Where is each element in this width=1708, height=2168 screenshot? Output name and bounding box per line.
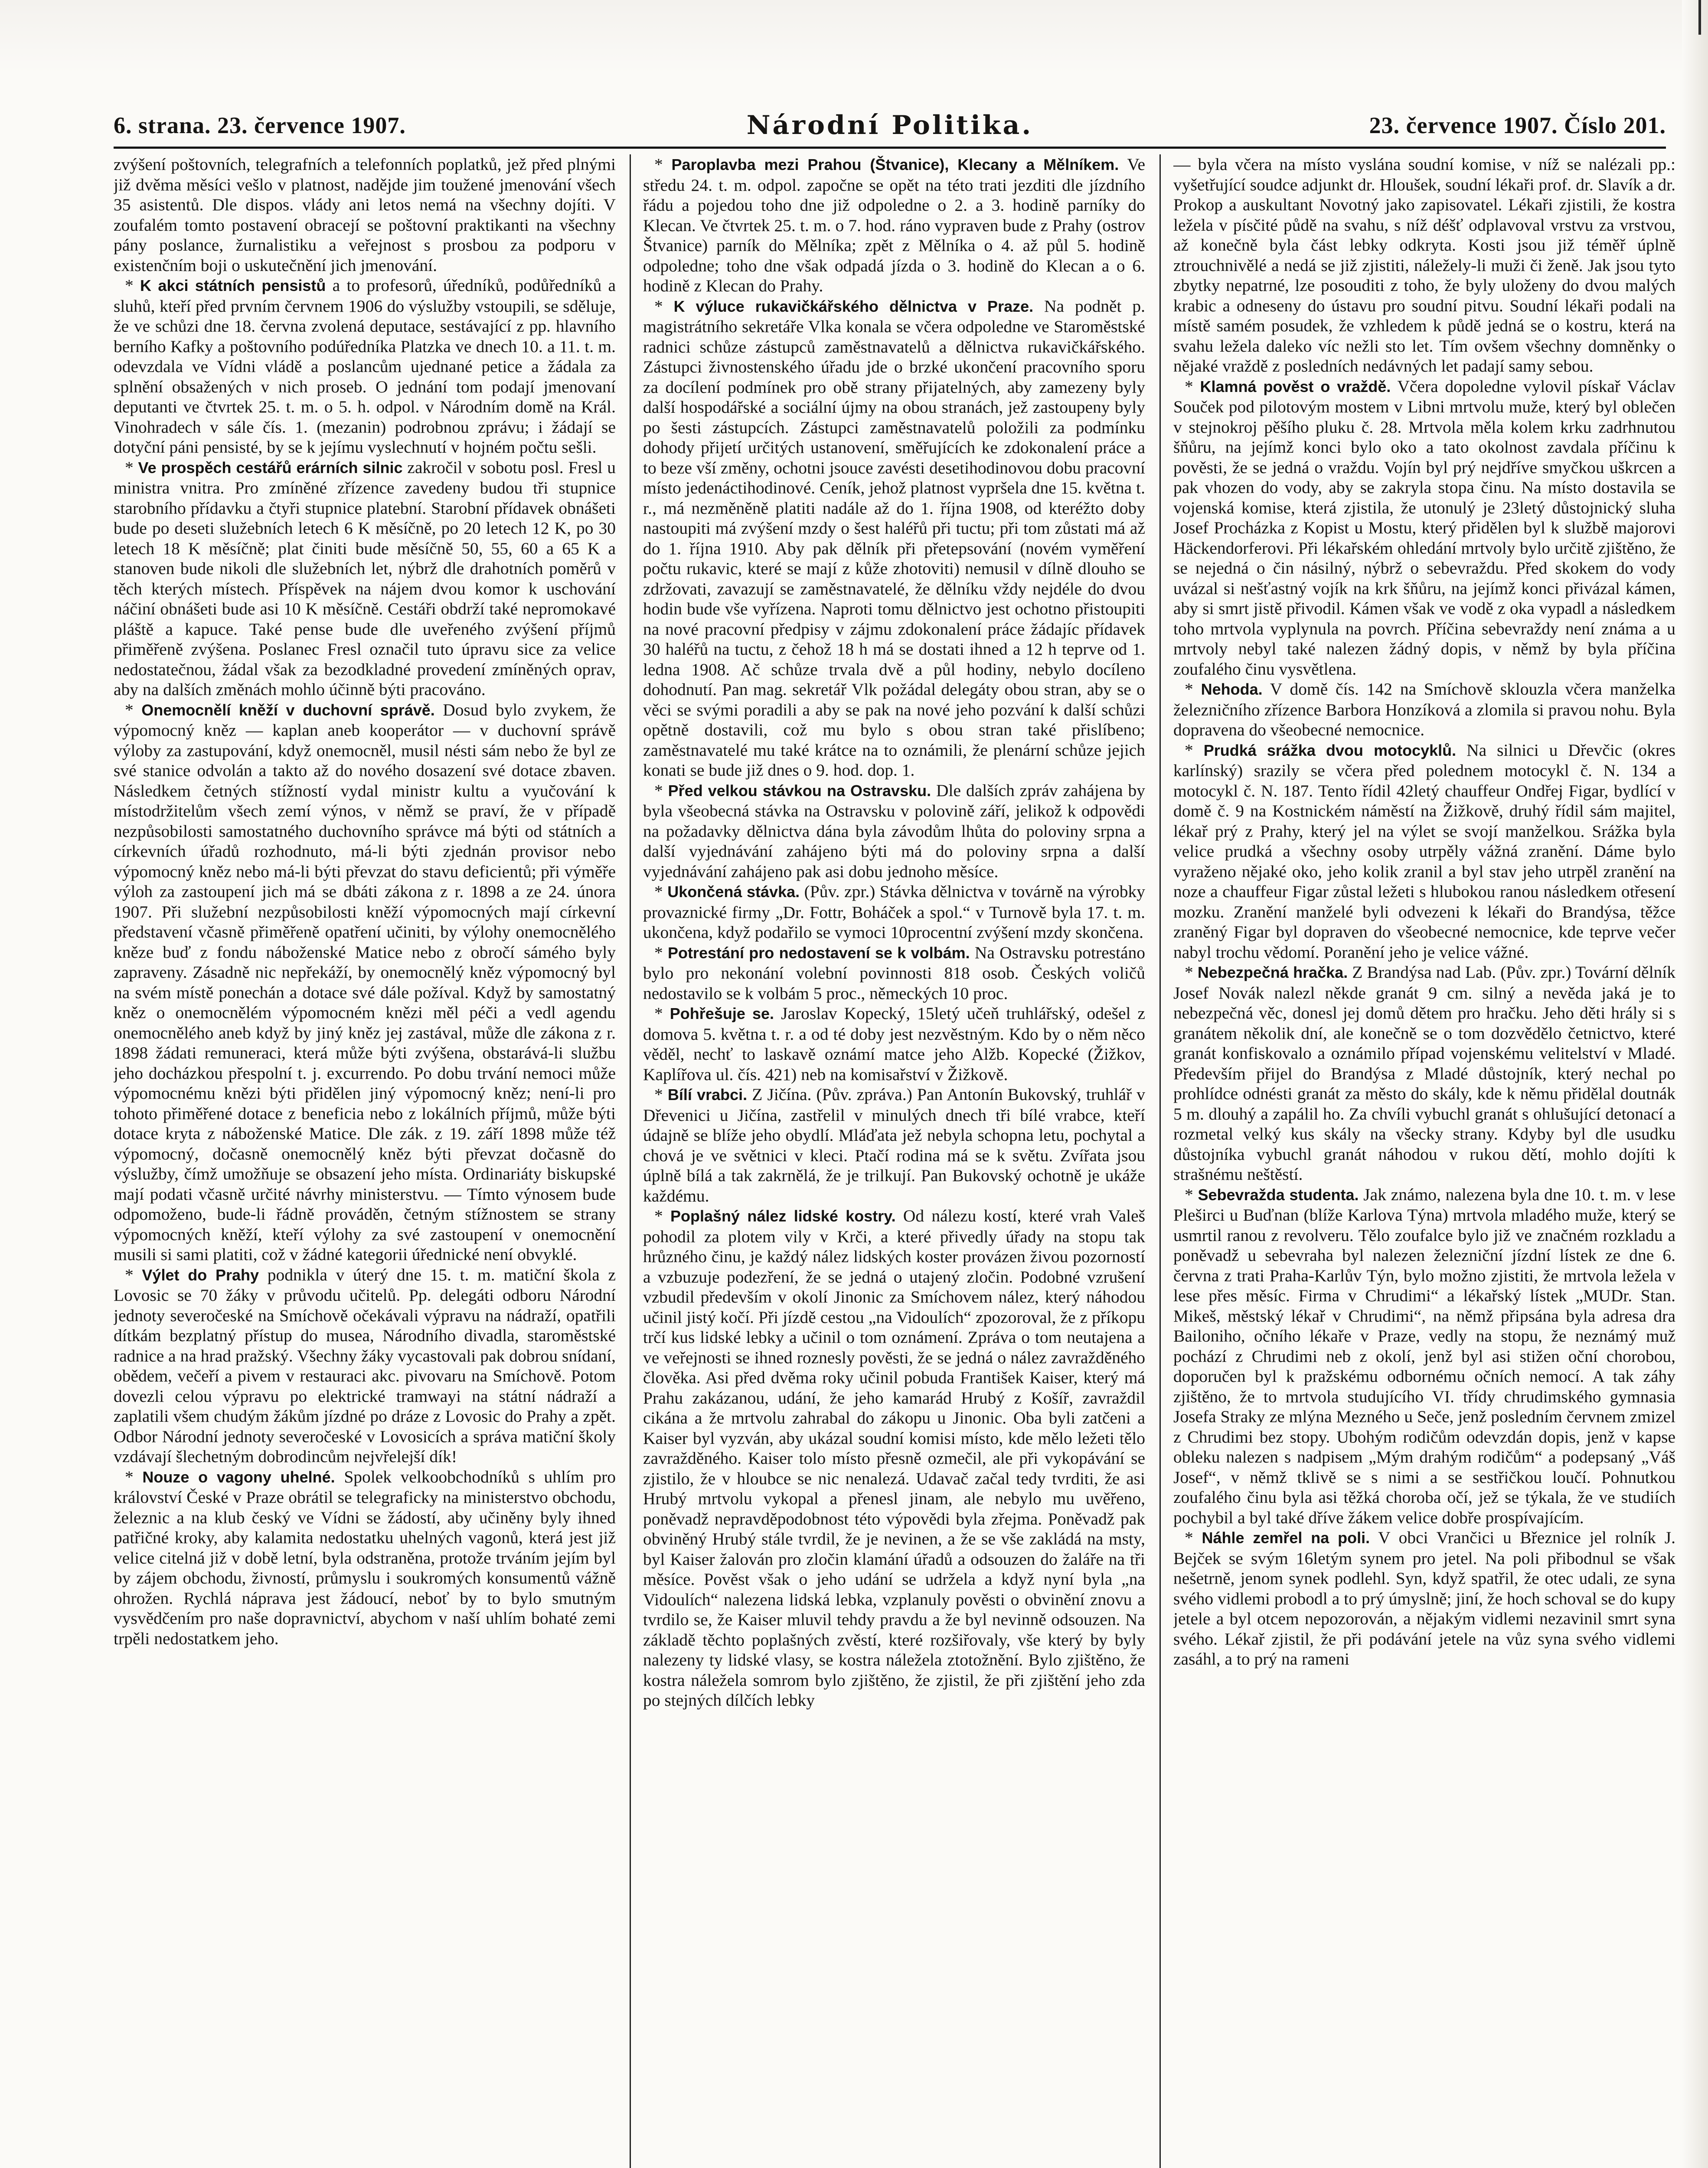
article-paragraph: * Paroplavba mezi Prahou (Štvanice), Klecany a Mělníkem. Ve středu 24. t. m. odpol. započne se opět na této trati jezditi dle jízdního řádu a pojedou toho dne již odpoledne o 2. a 3. hodině parníky do Klecan. Ve čtvrtek 25. t. m. o 7. hod. ráno vypraven bude z Prahy (ostrov Štvanice) parník do Mělníka; zpět z Mělníka o 4. až půl 5. hodině odpoledne; toho dne však odpadá jízda o 3. hodině do Klecan a o 6. hodině z Klecan do Prahy. — [643, 155, 1145, 295]
article-text: (Pův. zpr.) Stávka dělnictva v továrně na výrobky provaznické firmy „Dr. Fottr, Boháček a spol.“ v Turnově byla 17. t. m. ukončena, když podařilo se vymoci 10procentní zvýšení mzdy skončena. — [643, 882, 1145, 942]
article-paragraph: * Prudká srážka dvou motocyklů. Na silnici u Dřevčic (okres karlínský) srazily se včera před polednem motocykl č. N. 134 a motocykl č. N. 187. Tento řídil 42letý chauffeur Ondřej Figar, bydlící v domě č. 9 na Kostnickém náměstí na Žižkově, druhý řídil sám majitel, lékař prý z Prahy, který jel na výlet se svojí manželkou. Srážka byla velice prudká a všechny osoby utrpěly vážná zranění. Dáme bylo vyraženo nějaké oko, jeho kolik zranil a byl stav jeho utrpěl zranění na noze a chauffeur Figar zůstal ležeti s hlubokou ranou následkem otřesení mozku. Zranění manželé byli odvezeni k lékaři do Brandýsa, těžce zraněný Figar byl dopraven do všeobecné nemocnice, kde teprve večer nabyl trochu vědomí. Poranění jeho je velice vážné. — [1173, 740, 1675, 962]
article-paragraph: * Náhle zemřel na poli. V obci Vrančici u Březnice jel rolník J. Bejček se svým 16letým synem pro jetel. Na poli přibodnul se však nešetrně, jenom synek podlehl. Syn, když spatřil, že otec udali, ze syna svého vidlemi probodl a to prý úmyslně; jiní, že hoch schoval se do kupy jetele a byl otcem nepozorován, a nějakým vidlemi nezavinil smrt syna svého. Lékař zjistil, že při podávání jetele na vůz syna svého vidlemi zasáhl, a to prý na rameni — [1173, 1528, 1675, 1668]
article-paragraph: * K výluce rukavičkářského dělnictva v Praze. Na podnět p. magistrátního sekretáře Vlka konala se včera odpoledne ve Staroměstské radnici schůze zástupců zaměstnavatelů a dělnictva rukavičkářského. Zástupci živnostenského úřadu jde o brzké ukončení pracovního sporu za docílení podmínek pro obě strany přijatelných, aby zamezeny byly další hospodářské a sociální újmy na obou stranách, jež zastoupeny byly po šesti zástupcích. Zástupci zaměstnavatelů položili za podmínku dohody přijetí určitých ustanovení, směřujících ke zdokonalení práce a to beze vší změny, ochotni jsouce zavésti desetihodinovou dobu pracovní místo jedenáctihodinové. Ceník, jehož platnost vypršela dne 15. května t. r., má nezměněně platiti nadále až do 1. října 1908, od kteréžto doby nastoupiti má zvýšení mzdy o šest haléřů při tuctu; při tom zůstati má až do 1. října 1910. Aby pak dělník při přetepsování (novém vyměření počtu rukavic, které se mají z kůže zhotoviti) nemusil v dílně dlouho se zdržovati, zavazují se zaměstnavatelé, že dělníku vždy nejdéle do dvou hodin bude vše vyřízena. Naproti tomu dělnictvo jest ochotno přistoupiti na nové pracovní předpisy v zájmu zdokonalení práce žádajíc přídavek 30 haléřů na tuctu, z čehož 18 h má se dostati ihned a 12 h teprve od 1. ledna 1908. Ač schůze trvala dvě a půl hodiny, nebylo docíleno dohodnutí. Pan mag. sekretář Vlk požádal delegáty obou stran, aby se o věci se svými poradili a aby se pak na nové jeho pozvání k další schůzi opětně dostavili, což mu bylo s obou stran také přislíbeno; zaměstnavatelé mu také krátce na to oznámili, že plenární schůze jejich konati se bude již dnes o 9. hod. dop. 1. — [643, 296, 1145, 780]
article-text: podnikla v úterý dne 15. t. m. matiční škola z Lovosic se 70 žáky v průvodu učitelů. Pp. delegáti odboru Národní jednoty severočeské na Smíchově očekávali výpravu na nádraží, opatřili dítkám bezplatný přístup do musea, Národního divadla, staroměstské radnice a na hrad pražský. Všechny žáky vycastovali pak dobrou snídaní, obědem, večeří a pivem v restauraci akc. pivovaru na Smíchově. Potom dovezli celou výpravu po elektrické tramwayi na státní nádraží a zaplatili všem chudým žákům jízdné po dráze z Lovosic do Prahy a zpět. Odbor Národní jednoty severočeské v Lovosicích a správa matiční školy vzdávají šlechetným dobrodincům nejvřelejší dík! — [114, 1265, 616, 1466]
scan-edge-right — [1682, 0, 1708, 2168]
article-text: Na silnici u Dřevčic (okres karlínský) srazily se včera před polednem motocykl č. N. 134 a motocykl č. N. 187. Tento řídil 42letý chauffeur Ondřej Figar, bydlící v domě č. 9 na Kostnickém náměstí na Žižkově, druhý řídil sám majitel, lékař prý z Prahy, který jel na výlet se svojí manželkou. Srážka byla velice prudká a všechny osoby utrpěly vážná zranění. Dáme bylo vyraženo nějaké oko, jeho kolik zranil a byl stav jeho utrpěl zranění na noze a chauffeur Figar zůstal ležeti s hlubokou ranou následkem otřesení mozku. Zranění manželé byli odvezeni k lékaři do Brandýsa, těžce zraněný Figar byl dopraven do všeobecné nemocnice, kde teprve večer nabyl trochu vědomí. Poranění jeho je velice vážné. — [1173, 740, 1675, 962]
article-paragraph: * Ukončená stávka. (Pův. zpr.) Stávka dělnictva v továrně na výrobky provaznické firmy „Dr. Fottr, Boháček a spol.“ v Turnově byla 17. t. m. ukončena, když podařilo se vymoci 10procentní zvýšení mzdy skončena. — [643, 882, 1145, 942]
article-heading: Před velkou stávkou na Ostravsku. — [668, 781, 931, 800]
article-text: Spolek velkoobchodníků s uhlím pro království České v Praze obrátil se telegraficky na ministerstvo obchodu, železnic a na klub český ve Vídni se žádostí, aby učiněny byly ihned patřičné kroky, aby kalamita nedostatku uhelných vagonů, která jest již velice citelná již v době letní, byla odstraněna, protože trváním jejím byl by zájem obchodu, živností, průmyslu i soukromých konsumentů vážně ohrožen. Rychlá náprava jest žádoucí, neboť by to bylo smutným vysvědčením pro naše dopravnictví, abychom v naší uhlím bohaté zemi trpěli nedostatkem jeho. — [114, 1467, 616, 1648]
article-text: Od nálezu kostí, které vrah Valeš pohodil za plotem vily v Krči, a které přivedly úřady na stopu tak hrůzného činu, je každý nález lidských koster provázen živou pozorností a vzbuzuje podezření, že se jedná o utajený zločin. Podobné vzrušení vzbudil především v okolí Jinonic za Smíchovem nález, který náhodou učinil jistý kočí. Při jízdě cestou „na Vidoulích“ zpozoroval, že z příkopu trčí kus lidské lebky a učinil o tom oznámení. Zpráva o tom neutajena a ve veřejnosti se ihned roznesly pověsti, že se jedná o nález zavražděného člověka. Asi před dvěma roky učinil pobuda František Kaiser, který má Prahu zakázanou, udání, že jeho kamarád Hrubý z Košíř, zavraždil cikána a že mrtvolu zahrabal do zákopu u Jinonic. Oba byli zatčeni a Kaiser byl vyzván, aby ukázal soudní komisi místo, kde mělo ležeti tělo zavražděného. Kaiser tolo místo přesně ozmečil, ale při vykopávání se zjistilo, že v hloubce se nic nenalezá. Udavač začal tedy tvrditi, že asi Hrubý mrtvolu vykopal a přenesl jinam, ale nebylo mu uvěřeno, poněvadž nepravděpodobnost této výpovědi byla zřejma. Poněvadž pak obviněný Hrubý stále tvrdil, že je nevinen, a že se vše zakládá na msty, byl Kaiser žalován pro zločin klamání úřadů a odsouzen do žaláře na tři měsíce. Pověst však o jeho udání se udržela a když nyní byla „na Vidoulích“ nalezena lidská lebka, vzplanuly pověsti o obvinění znovu a tvrdilo se, že Kaiser mluvil tehdy pravdu a že byl nevinně odsouzen. Na základě těchto poplašných zvěstí, které rozšiřovaly, vše který by byly nalezeny ty lidské vlasy, se kostra náležela ztotožnění. Bylo zjištěno, že kostra náležela somrom bylo zjištěno, že zjistil, že při zjištění jeho zda po stejných dílčích lebky — [643, 1206, 1145, 1710]
article-heading: Nehoda. — [1201, 680, 1263, 698]
header-page-date: 6. strana. 23. července 1907. — [114, 112, 406, 138]
article-text: zakročil v sobotu posl. Fresl u ministra vnitra. Pro zmíněné zřízence zavedeny budou tři stupnice starobního přídavku a čtyři stupnice platební. Starobní přídavek obnášeti bude po deseti služebních letech 6 K měsíčně, po 20 letech 12 K, po 30 letech 18 K měsíčně; plat činiti bude měsíčně 50, 55, 60 a 65 K a stanoven bude nikoli dle služebních let, nýbrž dle drahotních poměrů v těch kterých místech. Příspěvek na nájem dvou komor k uschování náčiní obnášeti bude asi 10 K měsíčně. Cestáři obdrží také nepromokavé pláště a kapuce. Také pense bude dle uveřeného zvýšení příjmů přiměřeně zvýšena. Poslanec Fresl označil tuto úpravu sice za velice nedostatečnou, žádal však za bezodkladné provedení zmíněných oprav, aby na dalších změnách mohlo účinně býti pracováno. — [114, 457, 616, 699]
text-column-1 — [114, 154, 616, 2168]
article-paragraph: * Před velkou stávkou na Ostravsku. Dle dalších zpráv zahájena by byla všeobecná stávka na Ostravsku v polovině září, jelikož k odpovědi na požadavky dělnictva dána byla závodům lhůta do poloviny srpna a další vyjednávání zahájeno býti má do poloviny srpna a další vyjednávání zahájeno pak asi dobu jednoho měsíce. — [643, 780, 1145, 881]
article-heading: Paroplavba mezi Prahou (Štvanice), Klecany a Mělníkem. — [671, 156, 1119, 173]
article-text: Ve středu 24. t. m. odpol. započne se opět na této trati jezditi dle jízdního řádu a pojedou toho dne již odpoledne o 2. a 3. hodině parníky do Klecan. Ve čtvrtek 25. t. m. o 7. hod. ráno vypraven bude z Prahy (ostrov Štvanice) parník do Mělníka; zpět z Mělníka o 4. až půl 5. hodině odpoledne; toho dne však odpadá jízda o 3. hodině do Klecan a o 6. hodině z Klecan do Prahy. — [643, 155, 1145, 295]
article-paragraph: * K akci státních pensistů a to profesorů, úředníků, podůředníků a sluhů, kteří před prvním červnem 1906 do výslužby vstoupili, se sděluje, že ve schůzi dne 18. června zvolená deputace, sestávající z pp. hlavního berního Kafky a poštovního podúředníka Platzka ve dnech 10. a 11. t. m. odevzdala ve Vídni vládě a poslancům ujednané petice a žádala za splnění obsažených v nich proseb. O jednání tom podají jmenovaní deputanti ve čtvrtek 25. t. m. o 5. h. odpol. v Národním domě na Král. Vinohradech v sále čís. 1. (mezanin) podrobnou zprávu; i žádají se dotyční páni pensisté, by se k jejímu vyslechnutí v hojném počtu sešli. — [114, 276, 616, 457]
text-column-2 — [643, 154, 1145, 2168]
article-paragraph: * Nebezpečná hračka. Z Brandýsa nad Lab. (Pův. zpr.) Tovární dělník Josef Novák nalezl někde granát 9 cm. silný a nevěda jaká je to nebezpečná věc, donesl jej domů dětem pro hračku. Jeho děti hrály si s granátem několik dní, ale konečně se o tom dozvědělo četnictvo, které granát konfiskovalo a oznámilo případ vojenskému velitelství v Mladé. Především přijel do Brandýsa z Mladé důstojník, který nechal po prohlídce odnésti granát za město do skály, kde k němu přidělal doutnák 5 m. dlouhý a zapálil ho. Za chvíli vybuchl granát s ohlušující detonací a rozmetal velký kus skály na všecky strany. Kdyby byl dle usudku důstojníka vybuchl granát náhodou v rukou dětí, mohlo dojíti k strašnému neštěstí. — [1173, 963, 1675, 1184]
article-paragraph: * Klamná pověst o vraždě. Včera dopoledne vylovil pískař Václav Souček pod pilotovým mostem v Libni mrtvolu muže, který byl oblečen v stejnokroj pěšího pluku č. 28. Mrtvola měla kolem krku zadrhnutou šňůru, na jejímž konci bylo oko a tato okolnost zavdala příčinu k pověsti, že se jedná o vraždu. Vojín byl prý nejdříve smyčkou uškrcen a pak vhozen do vody, aby se zakryla stopa činu. Na místo dostavila se vojenská komise, která zjistila, že utonulý je 23letý důstojnický sluha Josef Procházka z Kopist u Mostu, který přidělen byl k službě majorovi Häckendorferovi. Při lékařském ohledání mrtvoly bylo určitě zjištěno, že se nejedná o čin násilný, nýbrž o sebevraždu. Před skokem do vody uvázal si nešťastný vojík na krk šňůru, na jejímž konci přivázal kámen, aby si smrt jistě přivodil. Kámen však ve vodě z oka vypadl a následkem toho mrtvola vyplynula na povrch. Příčina sebevraždy není známa a u mrtvoly nebyl také nalezen žádný dopis, v němž by byla příčina zoufalého činu vysvětlena. — [1173, 376, 1675, 679]
article-text: Z Brandýsa nad Lab. (Pův. zpr.) Tovární dělník Josef Novák nalezl někde granát 9 cm. silný a nevěda jaká je to nebezpečná věc, donesl jej domů dětem pro hračku. Jeho děti hrály si s granátem několik dní, ale konečně se o tom dozvědělo četnictvo, které granát konfiskovalo a oznámilo případ vojenskému velitelství v Mladé. Především přijel do Brandýsa z Mladé důstojník, který nechal po prohlídce odnésti granát za město do skály, kde k němu přidělal doutnák 5 m. dlouhý a zapálil ho. Za chvíli vybuchl granát s ohlušující detonací a rozmetal velký kus skály na všecky strany. Kdyby byl dle usudku důstojníka vybuchl granát náhodou v rukou dětí, mohlo dojíti k strašnému neštěstí. — [1173, 963, 1675, 1184]
article-text: Včera dopoledne vylovil pískař Václav Souček pod pilotovým mostem v Libni mrtvolu muže, který byl oblečen v stejnokroj pěšího pluku č. 28. Mrtvola měla kolem krku zadrhnutou šňůru, na jejímž konci bylo oko a tato okolnost zavdala příčinu k pověsti, že se jedná o vraždu. Vojín byl prý nejdříve smyčkou uškrcen a pak vhozen do vody, aby se zakryla stopa činu. Na místo dostavila se vojenská komise, která zjistila, že utonulý je 23letý důstojnický sluha Josef Procházka z Kopist u Mostu, který přidělen byl k službě majorovi Häckendorferovi. Při lékařském ohledání mrtvoly bylo určitě zjištěno, že se nejedná o čin násilný, nýbrž o sebevraždu. Před skokem do vody uvázal si nešťastný vojík na krk šňůru, na jejímž konci přivázal kámen, aby si smrt jistě přivodil. Kámen však ve vodě z oka vypadl a následkem toho mrtvola vyplynula na povrch. Příčina sebevraždy není známa a u mrtvoly nebyl také nalezen žádný dopis, v němž by byla příčina zoufalého činu vysvětlena. — [1173, 376, 1675, 679]
article-heading: Poplašný nález lidské kostry. — [670, 1207, 896, 1225]
article-heading: Pohřešuje se. — [669, 1005, 774, 1022]
header-rule — [114, 147, 1666, 149]
article-paragraph: * Pohřešuje se. Jaroslav Kopecký, 15letý učeň truhlářský, odešel z domova 5. května t. r. a od té doby jest nezvěstným. Kdo by o něm něco věděl, nechť to laskavě oznámí matce jeho Alžb. Kopecké (Žižkov, Kaplířova ul. čís. 421) neb na komisařství v Žižkově. — [643, 1004, 1145, 1084]
article-heading: Prudká srážka dvou motocyklů. — [1203, 741, 1457, 759]
article-paragraph: * Onemocnělí kněží v duchovní správě. Dosud bylo zvykem, že výpomocný kněz — kaplan aneb kooperátor — v duchovní správě výloby za zastupování, když onemocněl, musil nésti sám nebo že byl ze své stanice odvolán a takto až do nového dosazení své dotace zbaven. Následkem četných stížností vydal ministr kultu a vyučování k místodržitelům všech zemí výnos, v němž se praví, že v případě nezpůsobilosti samostatného duchovního správce má býti od státních a církevních úřadů rozhodnuto, má-li býti zjednán provisor nebo výpomocný kněz nebo má-li býti převzat do stavu deficientů; při výměře výloh za zastoupení jich má se dbáti zákona z r. 1898 a ze 24. února 1907. Při služební nezpůsobilosti kněží výpomocných mají církevní představení včasně přiměřeně opatření učiniti, by výlohy onemocnělého kněze buď z fondu náboženské Matice nebo z obročí sámého byly zapraveny. Zásadně nic nepřekáží, by onemocnělý kněz výpomocný byl na svém místě ponechán a dotace své dále požíval. Když by samostatný kněz o onemocnělém výpomocném knězi měl péči a vedl agendu onemocnělého aneb když by jiný kněz jej zastával, může dle zákona z r. 1898 žádati remuneraci, která může býti zvýšena, obstarává-li službu jeho docházkou přespolní t. j. excurrendo. Po dobu trvání nemoci může výpomocnému knězi býti přidělen jiný výpomocný kněz; není-li pro tohoto přiměřené dotace z beneficia nebo z lokálních příjmů, může býti dotace kryta z náboženské Matice. Dle zák. z 19. září 1898 může též výpomocný, dočasně onemocnělý kněz býti převzat dočasně do výslužby, čímž umožňuje se obsazení jeho místa. Ordinariáty biskupské mají podati včasně určité návrhy ministerstvu. — Tímto výnosem bude odpomoženo, bude-li řádně prováděn, četným stížnostem se strany výpomocných kněží, kteří výlohy za své zastoupení v onemocnění musili si sami platiti, což v žádné kategorii úřednické není obvyklé. — [114, 700, 616, 1264]
article-heading: Sebevražda studenta. — [1198, 1185, 1359, 1204]
text-column-3 — [1173, 154, 1675, 2168]
article-heading: K akci státních pensistů — [140, 277, 326, 294]
article-paragraph: * Nehoda. V domě čís. 142 na Smíchově sklouzla včera manželka železničního zřízence Barbora Honzíková a zlomila si pravou nohu. Byla dopravena do všeobecné nemocnice. — [1173, 679, 1675, 739]
article-heading: Náhle zemřel na poli. — [1202, 1529, 1370, 1547]
article-text: zvýšení poštovních, telegrafních a telefonních poplatků, jež před plnými již dvěma měsíci vešlo v platnost, nadějde jim toužené jmenování všech 35 asistentů. Dle dispos. vlády ani letos nemá na všechny dojíti. V zoufalém tomto postavení obracejí se poštovní praktikanti na všechny pány poslance, žurnalistiku a veřejnost s prosbou za podporu v existenčním boji o uskutečnění jich jmenování. — [114, 155, 616, 275]
article-heading: Nouze o vagony uhelné. — [142, 1468, 335, 1486]
page-header — [114, 106, 1666, 145]
article-text: V domě čís. 142 na Smíchově sklouzla včera manželka železničního zřízence Barbora Honzíková a zlomila si pravou nohu. Byla dopravena do všeobecné nemocnice. — [1173, 679, 1675, 739]
scan-edge-top — [0, 0, 1708, 74]
article-text: Dosud bylo zvykem, že výpomocný kněz — kaplan aneb kooperátor — v duchovní správě výloby za zastupování, když onemocněl, musil nésti sám nebo že byl ze své stanice odvolán a takto až do nového dosazení své dotace zbaven. Následkem četných stížností vydal ministr kultu a vyučování k místodržitelům všech zemí výnos, v němž se praví, že v případě nezpůsobilosti samostatného duchovního správce má býti od státních a církevních úřadů rozhodnuto, má-li býti zjednán provisor nebo výpomocný kněz nebo má-li býti převzat do stavu deficientů; při výměře výloh za zastoupení jich má se dbáti zákona z r. 1898 a ze 24. února 1907. Při služební nezpůsobilosti kněží výpomocných mají církevní představení včasně přiměřeně opatření učiniti, by výlohy onemocnělého kněze buď z fondu náboženské Matice nebo z obročí sámého byly zapraveny. Zásadně nic nepřekáží, by onemocnělý kněz výpomocný byl na svém místě ponechán a dotace své dále požíval. Když by samostatný kněz o onemocnělém výpomocném knězi měl péči a vedl agendu onemocnělého aneb když by jiný kněz jej zastával, může dle zákona z r. 1898 žádati remuneraci, která může býti zvýšena, obstarává-li službu jeho docházkou přespolní t. j. excurrendo. Po dobu trvání nemoci může výpomocnému knězi býti přidělen jiný výpomocný kněz; není-li pro tohoto přiměřené dotace z beneficia nebo z lokálních příjmů, může býti dotace kryta z náboženské Matice. Dle zák. z 19. září 1898 může též výpomocný, dočasně onemocnělý kněz býti převzat dočasně do výslužby, čímž umožňuje se obsazení jeho místa. Ordinariáty biskupské mají podati včasně určité návrhy ministerstvu. — Tímto výnosem bude odpomoženo, bude-li řádně prováděn, četným stížnostem se strany výpomocných kněží, kteří výlohy za své zastoupení v onemocnění musili si sami platiti, což v žádné kategorii úřednické není obvyklé. — [114, 700, 616, 1264]
article-heading: K výluce rukavičkářského dělnictva v Praze. — [673, 297, 1034, 315]
article-text: Dle dalších zpráv zahájena by byla všeobecná stávka na Ostravsku v polovině září, jelikož k odpovědi na požadavky dělnictva dána byla závodům lhůta do poloviny srpna a další vyjednávání zahájeno býti má do poloviny srpna a další vyjednávání zahájeno pak asi dobu jednoho měsíce. — [643, 780, 1145, 881]
article-paragraph: * Bílí vrabci. Z Jičína. (Pův. zpráva.) Pan Antonín Bukovský, truhlář v Dřevenici u Jičína, zastřelil v minulých dnech tři bílé vrabce, kteří údajně se blíže jeho obydlí. Mláďata jež nebyla schopna letu, pochytal a chová je ve světnici v kleci. Ptačí rodina má se k světu. Zvířata jsou úplně bílá a tak zakrnělá, že je trilkují. Pan Bukovský ochotně je ukáže každému. — [643, 1085, 1145, 1205]
article-paragraph: * Potrestání pro nedostavení se k volbám. Na Ostravsku potrestáno bylo pro nekonání volební povinnosti 818 osob. Českých voličů nedostavilo se k volbám 5 proc., německých 10 proc. — [643, 943, 1145, 1003]
article-heading: Výlet do Prahy — [142, 1266, 259, 1284]
article-text: Na podnět p. magistrátního sekretáře Vlka konala se včera odpoledne ve Staroměstské radnici schůze zástupců zaměstnavatelů a dělnictva rukavičkářského. Zástupci živnostenského úřadu jde o brzké ukončení pracovního sporu za docílení podmínek pro obě strany přijatelných, aby zamezeny byly další hospodářské a sociální újmy na obou stranách, jež zastoupeny byly po šesti zástupcích. Zástupci zaměstnavatelů položili za podmínku dohody přijetí určitých ustanovení, směřujících ke zdokonalení práce a to beze vší změny, ochotni jsouce zavésti desetihodinovou dobu pracovní místo jedenáctihodinové. Ceník, jehož platnost vypršela dne 15. května t. r., má nezměněně platiti nadále až do 1. října 1908, od kteréžto doby nastoupiti má zvýšení mzdy o šest haléřů při tuctu; při tom zůstati má až do 1. října 1910. Aby pak dělník při přetepsování (novém vyměření počtu rukavic, které se mají z kůže zhotoviti) nemusil v dílně dlouho se zdržovati, zavazují se zaměstnavatelé, že dělníku vždy nejdéle do dvou hodin bude vše vyřízena. Naproti tomu dělnictvo jest ochotno přistoupiti na nové pracovní předpisy v zájmu zdokonalení práce žádajíc přídavek 30 haléřů na tuctu, z čehož 18 h má se dostati ihned a 12 h teprve od 1. ledna 1908. Ač schůze trvala dvě a půl hodiny, nebylo docíleno dohodnutí. Pan mag. sekretář Vlk požádal delegáty obou stran, aby se o věci se svými poradili a aby se pak na nové jeho pozvání k další schůzi opětně dostavili, což mu bylo s obou stran také přislíbeno; zaměstnavatelé mu také krátce na to oznámili, že plenární schůze jejich konati se bude již dnes o 9. hod. dop. 1. — [643, 296, 1145, 780]
column-divider-2 — [1159, 154, 1161, 2168]
article-heading: Klamná pověst o vraždě. — [1200, 377, 1391, 395]
header-issue-number: 23. července 1907. Číslo 201. — [1369, 112, 1666, 138]
article-heading: Bílí vrabci. — [667, 1086, 748, 1104]
article-text: Z Jičína. (Pův. zpráva.) Pan Antonín Bukovský, truhlář v Dřevenici u Jičína, zastřelil v minulých dnech tři bílé vrabce, kteří údajně se blíže jeho obydlí. Mláďata jež nebyla schopna letu, pochytal a chová je ve světnici v kleci. Ptačí rodina má se k světu. Zvířata jsou úplně bílá a tak zakrnělá, že je trilkují. Pan Bukovský ochotně je ukáže každému. — [643, 1085, 1145, 1205]
article-paragraph: * Nouze o vagony uhelné. Spolek velkoobchodníků s uhlím pro království České v Praze obrátil se telegraficky na ministerstvo obchodu, železnic a na klub český ve Vídni se žádostí, aby učiněny byly ihned patřičné kroky, aby kalamita nedostatku uhelných vagonů, která jest již velice citelná již v době letní, byla odstraněna, protože trváním jejím byl by zájem obchodu, živností, průmyslu i soukromých konsumentů vážně ohrožen. Rychlá náprava jest žádoucí, neboť by to bylo smutným vysvědčením pro naše dopravnictví, abychom v naší uhlím bohaté zemi trpěli nedostatkem jeho. — [114, 1467, 616, 1648]
scan-mark — [1698, 0, 1701, 35]
article-text: Jaroslav Kopecký, 15letý učeň truhlářský, odešel z domova 5. května t. r. a od té doby jest nezvěstným. Kdo by o něm něco věděl, nechť to laskavě oznámí matce jeho Alžb. Kopecké (Žižkov, Kaplířova ul. čís. 421) neb na komisařství v Žižkově. — [643, 1004, 1145, 1084]
article-text: V obci Vrančici u Březnice jel rolník J. Bejček se svým 16letým synem pro jetel. Na poli přibodnul se však nešetrně, jenom synek podlehl. Syn, když spatřil, že otec udali, ze syna svého vidlemi probodl a to prý úmyslně; jiní, že hoch schoval se do kupy jetele a byl otcem nepozorován, a nějakým vidlemi nezavinil smrt syna svého. Lékař zjistil, že při podávání jetele na vůz syna svého vidlemi zasáhl, a to prý na rameni — [1173, 1528, 1675, 1668]
newspaper-masthead: Národní Politika. — [746, 110, 1033, 140]
article-paragraph: * Výlet do Prahy podnikla v úterý dne 15. t. m. matiční škola z Lovosic se 70 žáky v průvodu učitelů. Pp. delegáti odboru Národní jednoty severočeské na Smíchově očekávali výpravu na nádraží, opatřili dítkám bezplatný přístup do musea, Národního divadla, staroměstské radnice a na hrad pražský. Všechny žáky vycastovali pak dobrou snídaní, obědem, večeří a pivem v restauraci akc. pivovaru na Smíchově. Potom dovezli celou výpravu po elektrické tramwayi na státní nádraží a zaplatili všem chudým žákům jízdné po dráze z Lovosic do Prahy a zpět. Odbor Národní jednoty severočeské v Lovosicích a správa matiční školy vzdávají šlechetným dobrodincům nejvřelejší dík! — [114, 1265, 616, 1466]
article-text: a to profesorů, úředníků, podůředníků a sluhů, kteří před prvním červnem 1906 do výslužby vstoupili, se sděluje, že ve schůzi dne 18. června zvolená deputace, sestávající z pp. hlavního berního Kafky a poštovního podúředníka Platzka ve dnech 10. a 11. t. m. odevzdala ve Vídni vládě a poslancům ujednané petice a žádala za splnění obsažených v nich proseb. O jednání tom podají jmenovaní deputanti ve čtvrtek 25. t. m. o 5. h. odpol. v Národním domě na Král. Vinohradech v sále čís. 1. (mezanin) podrobnou zprávu; i žádají se dotyční páni pensisté, by se k jejímu vyslechnutí v hojném počtu sešli. — [114, 276, 616, 457]
article-heading: Ve prospěch cestářů erárních silnic — [138, 458, 403, 477]
article-heading: Ukončená stávka. — [667, 883, 800, 901]
article-paragraph — [114, 154, 616, 275]
article-paragraph: * Ve prospěch cestářů erárních silnic zakročil v sobotu posl. Fresl u ministra vnitra. Pro zmíněné zřízence zavedeny budou tři stupnice starobního přídavku a čtyři stupnice platební. Starobní přídavek obnášeti bude po deseti služebních letech 6 K měsíčně, po 20 letech 12 K, po 30 letech 18 K měsíčně; plat činiti bude měsíčně 50, 55, 60 a 65 K a stanoven bude nikoli dle služebních let, nýbrž dle drahotních poměrů v těch kterých místech. Příspěvek na nájem dvou komor k uschování náčiní obnášeti bude asi 10 K měsíčně. Cestáři obdrží také nepromokavé pláště a kapuce. Také pense bude dle uveřeného zvýšení příjmů přiměřeně zvýšena. Poslanec Fresl označil tuto úpravu sice za velice nedostatečnou, žádal však za bezodkladné provedení zmíněných oprav, aby na dalších změnách mohlo účinně býti pracováno. — [114, 457, 616, 699]
article-paragraph: * Sebevražda studenta. Jak známo, nalezena byla dne 10. t. m. v lese Pleširci u Buďnan (blíže Karlova Týna) mrtvola mladého muže, který se usmrtil ranou z revolveru. Tělo zoufalce bylo již ve značném rozkladu a poněvadž u sebevraha byl nalezen železniční jízdní lístek ze dne 6. června z trati Praha-Karlův Týn, bylo možno zjistiti, že mrtvola ležela v lese přes měsíc. Firma v Chrudimi“ a lékařský lístek „MUDr. Stan. Mikeš, městský lékař v Chrudimi“, na němž připsána byla adresa dra Bailoniho, očního lékaře v Praze, vedly na stopu, že neznámý muž pochází z Chrudimi neb z okolí, jenž byl asi stižen oční chorobou, doporučen byl k pražskému odbornému očních nemocí. A tak záhy zjištěno, že to mrtvola studujícího VI. třídy chrudimského gymnasia Josefa Straky ze mlýna Mezného u Seče, jenž posledním červnem zmizel z Chrudimi bez stopy. Ubohým rodičům odevzdán dopis, jenž v kapse obleku nalezen s nadpisem „Mým drahým rodičům“ a podepsaný „Váš Josef“, v němž tklivě se s nimi a se sestřičkou loučí. Pohnutkou zoufalého činu byla asi těžká choroba očí, jež se týkala, že ve studiích pochybil a byl také dříve žákem velice dobře prospívajícím. — [1173, 1185, 1675, 1527]
article-text: Jak známo, nalezena byla dne 10. t. m. v lese Pleširci u Buďnan (blíže Karlova Týna) mrtvola mladého muže, který se usmrtil ranou z revolveru. Tělo zoufalce bylo již ve značném rozkladu a poněvadž u sebevraha byl nalezen železniční jízdní lístek ze dne 6. června z trati Praha-Karlův Týn, bylo možno zjistiti, že mrtvola ležela v lese přes měsíc. Firma v Chrudimi“ a lékařský lístek „MUDr. Stan. Mikeš, městský lékař v Chrudimi“, na němž připsána byla adresa dra Bailoniho, očního lékaře v Praze, vedly na stopu, že neznámý muž pochází z Chrudimi neb z okolí, jenž byl asi stižen oční chorobou, doporučen byl k pražskému odbornému očních nemocí. A tak záhy zjištěno, že to mrtvola studujícího VI. třídy chrudimského gymnasia Josefa Straky ze mlýna Mezného u Seče, jenž posledním červnem zmizel z Chrudimi bez stopy. Ubohým rodičům odevzdán dopis, jenž v kapse obleku nalezen s nadpisem „Mým drahým rodičům“ a podepsaný „Váš Josef“, v němž tklivě se s nimi a se sestřičkou loučí. Pohnutkou zoufalého činu byla asi těžká choroba očí, jež se týkala, že ve studiích pochybil a byl také dříve žákem velice dobře prospívajícím. — [1173, 1185, 1675, 1527]
article-paragraph — [1173, 154, 1675, 376]
column-divider-1 — [630, 154, 631, 2168]
article-heading: Potrestání pro nedostavení se k volbám. — [667, 944, 970, 962]
article-text: Na Ostravsku potrestáno bylo pro nekonání volební povinnosti 818 osob. Českých voličů nedostavilo se k volbám 5 proc., německých 10 proc. — [643, 943, 1145, 1003]
article-paragraph: * Poplašný nález lidské kostry. Od nálezu kostí, které vrah Valeš pohodil za plotem vily v Krči, a které přivedly úřady na stopu tak hrůzného činu, je každý nález lidských koster provázen živou pozorností a vzbuzuje podezření, že se jedná o utajený zločin. Podobné vzrušení vzbudil především v okolí Jinonic za Smíchovem nález, který náhodou učinil jistý kočí. Při jízdě cestou „na Vidoulích“ zpozoroval, že z příkopu trčí kus lidské lebky a učinil o tom oznámení. Zpráva o tom neutajena a ve veřejnosti se ihned roznesly pověsti, že se jedná o nález zavražděného člověka. Asi před dvěma roky učinil pobuda František Kaiser, který má Prahu zakázanou, udání, že jeho kamarád Hrubý z Košíř, zavraždil cikána a že mrtvolu zahrabal do zákopu u Jinonic. Oba byli zatčeni a Kaiser byl vyzván, aby ukázal soudní komisi místo, kde mělo ležeti tělo zavražděného. Kaiser tolo místo přesně ozmečil, ale při vykopávání se zjistilo, že v hloubce se nic nenalezá. Udavač začal tedy tvrditi, že asi Hrubý mrtvolu vykopal a přenesl jinam, ale nebylo mu uvěřeno, poněvadž nepravděpodobnost této výpovědi byla zřejma. Poněvadž pak obviněný Hrubý stále tvrdil, že je nevinen, a že se vše zakládá na msty, byl Kaiser žalován pro zločin klamání úřadů a odsouzen do žaláře na tři měsíce. Pověst však o jeho udání se udržela a když nyní byla „na Vidoulích“ nalezena lidská lebka, vzplanuly pověsti o obvinění znovu a tvrdilo se, že Kaiser mluvil tehdy pravdu a že byl nevinně odsouzen. Na základě těchto poplašných zvěstí, které rozšiřovaly, vše který by byly nalezeny ty lidské vlasy, se kostra náležela ztotožnění. Bylo zjištěno, že kostra náležela somrom bylo zjištěno, že zjistil, že při zjištění jeho zda po stejných dílčích lebky — [643, 1206, 1145, 1710]
article-heading: Onemocnělí kněží v duchovní správě. — [141, 701, 435, 719]
article-heading: Nebezpečná hračka. — [1197, 963, 1348, 981]
article-text: — byla včera na místo vyslána soudní komise, v níž se nalézali pp.: vyšetřující soudce adjunkt dr. Hloušek, soudní lékaři prof. dr. Slavík a dr. Prokop a auskultant Novotný jako zapisovatel. Lékaři zjistili, že kostra ležela v písčité půdě na svahu, s níž déšť odplavoval vrstvu za vrstvou, až konečně byla část lebky odkryta. Kosti jsou již téměř úplně ztrouchnivělé a nedá se již zjistiti, náležely-li muži či ženě. Jak jsou tyto zbytky nepatrné, lze posouditi z toho, že byly uloženy do dvou malých krabic a odneseny do ústavu pro soudní pitvu. Soudní lékaři podali na místě samém posudek, že vzhledem k půdě jedná se o kostru, která na svahu ležela daleko víc nežli sto let. Tím ovšem všechny domněnky o nějaké vraždě z posledních nedávných let padají samy sebou. — [1173, 155, 1675, 375]
